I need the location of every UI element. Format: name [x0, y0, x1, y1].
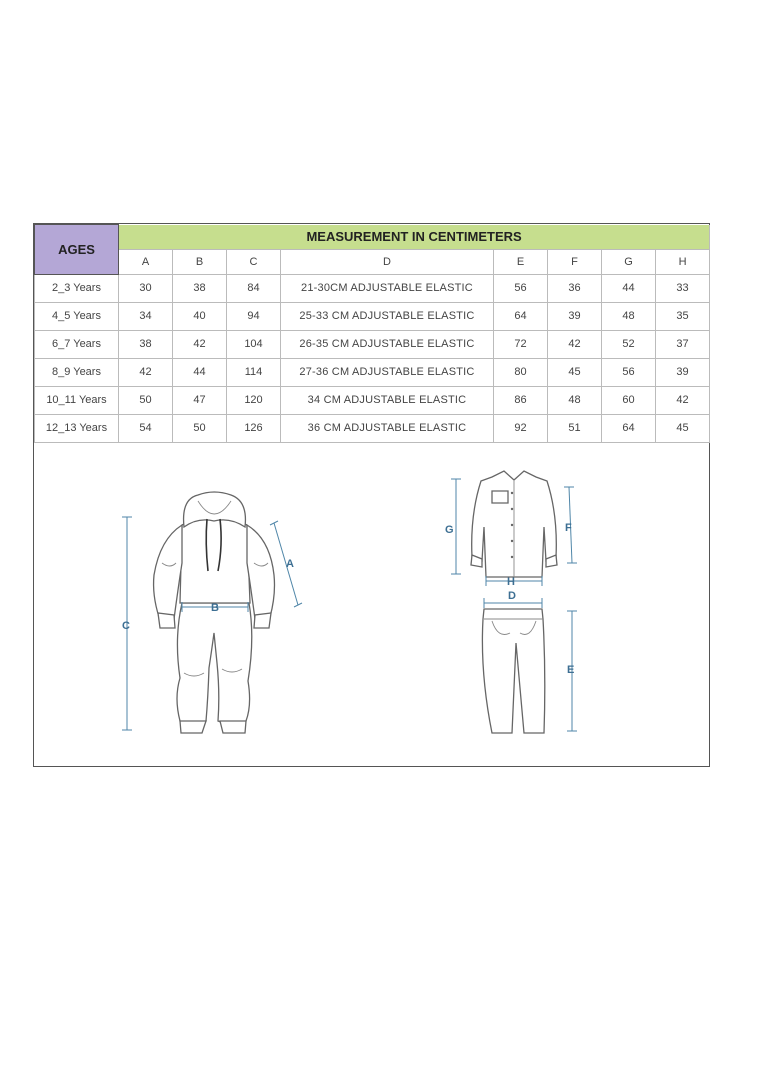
cell-e: 64 — [494, 302, 548, 330]
shirt-illustration — [451, 471, 577, 586]
cell-g: 64 — [602, 414, 656, 442]
cell-g: 60 — [602, 386, 656, 414]
age-cell: 4_5 Years — [35, 302, 119, 330]
column-header-c: C — [227, 249, 281, 274]
cell-b: 42 — [173, 330, 227, 358]
cell-d: 27-36 CM ADJUSTABLE ELASTIC — [281, 358, 494, 386]
cell-a: 30 — [119, 274, 173, 302]
size-table — [34, 224, 710, 443]
measurement-diagrams — [34, 443, 709, 766]
label-h: H — [507, 576, 515, 588]
cell-c: 84 — [227, 274, 281, 302]
table-row — [35, 358, 710, 386]
cell-c: 114 — [227, 358, 281, 386]
cell-a: 54 — [119, 414, 173, 442]
cell-b: 40 — [173, 302, 227, 330]
cell-g: 48 — [602, 302, 656, 330]
cell-a: 50 — [119, 386, 173, 414]
size-chart — [33, 223, 710, 767]
cell-f: 51 — [548, 414, 602, 442]
cell-c: 104 — [227, 330, 281, 358]
label-f: F — [565, 522, 572, 534]
age-cell: 8_9 Years — [35, 358, 119, 386]
cell-b: 44 — [173, 358, 227, 386]
cell-d: 34 CM ADJUSTABLE ELASTIC — [281, 386, 494, 414]
cell-c: 126 — [227, 414, 281, 442]
column-header-g: G — [602, 249, 656, 274]
cell-a: 34 — [119, 302, 173, 330]
cell-b: 38 — [173, 274, 227, 302]
column-header-d: D — [281, 249, 494, 274]
cell-f: 36 — [548, 274, 602, 302]
column-header-e: E — [494, 249, 548, 274]
cell-g: 44 — [602, 274, 656, 302]
label-b: B — [211, 602, 219, 614]
cell-b: 47 — [173, 386, 227, 414]
column-header-a: A — [119, 249, 173, 274]
garment-drawings — [34, 443, 709, 766]
age-cell: 6_7 Years — [35, 330, 119, 358]
cell-g: 52 — [602, 330, 656, 358]
cell-e: 72 — [494, 330, 548, 358]
table-row — [35, 386, 710, 414]
trousers-illustration — [482, 598, 577, 733]
ages-header: AGES — [35, 225, 119, 275]
label-c: C — [122, 620, 130, 632]
cell-c: 94 — [227, 302, 281, 330]
age-cell: 12_13 Years — [35, 414, 119, 442]
label-d: D — [508, 590, 516, 602]
cell-d: 26-35 CM ADJUSTABLE ELASTIC — [281, 330, 494, 358]
cell-h: 39 — [656, 358, 710, 386]
label-e: E — [567, 664, 575, 676]
column-header-h: H — [656, 249, 710, 274]
cell-f: 48 — [548, 386, 602, 414]
table-row — [35, 330, 710, 358]
cell-a: 42 — [119, 358, 173, 386]
age-cell: 10_11 Years — [35, 386, 119, 414]
cell-e: 92 — [494, 414, 548, 442]
column-header-b: B — [173, 249, 227, 274]
cell-h: 33 — [656, 274, 710, 302]
cell-d: 25-33 CM ADJUSTABLE ELASTIC — [281, 302, 494, 330]
cell-d: 21-30CM ADJUSTABLE ELASTIC — [281, 274, 494, 302]
cell-c: 120 — [227, 386, 281, 414]
table-row — [35, 414, 710, 442]
cell-g: 56 — [602, 358, 656, 386]
cell-f: 45 — [548, 358, 602, 386]
cell-f: 39 — [548, 302, 602, 330]
cell-d: 36 CM ADJUSTABLE ELASTIC — [281, 414, 494, 442]
table-row — [35, 302, 710, 330]
label-a: A — [286, 558, 294, 570]
cell-h: 45 — [656, 414, 710, 442]
cell-a: 38 — [119, 330, 173, 358]
column-header-f: F — [548, 249, 602, 274]
cell-e: 86 — [494, 386, 548, 414]
cell-f: 42 — [548, 330, 602, 358]
cell-e: 56 — [494, 274, 548, 302]
table-row — [35, 274, 710, 302]
table-title: MEASUREMENT IN CENTIMETERS — [119, 225, 710, 250]
age-cell: 2_3 Years — [35, 274, 119, 302]
cell-h: 42 — [656, 386, 710, 414]
cell-h: 35 — [656, 302, 710, 330]
cell-e: 80 — [494, 358, 548, 386]
label-g: G — [445, 524, 454, 536]
cell-h: 37 — [656, 330, 710, 358]
cell-b: 50 — [173, 414, 227, 442]
